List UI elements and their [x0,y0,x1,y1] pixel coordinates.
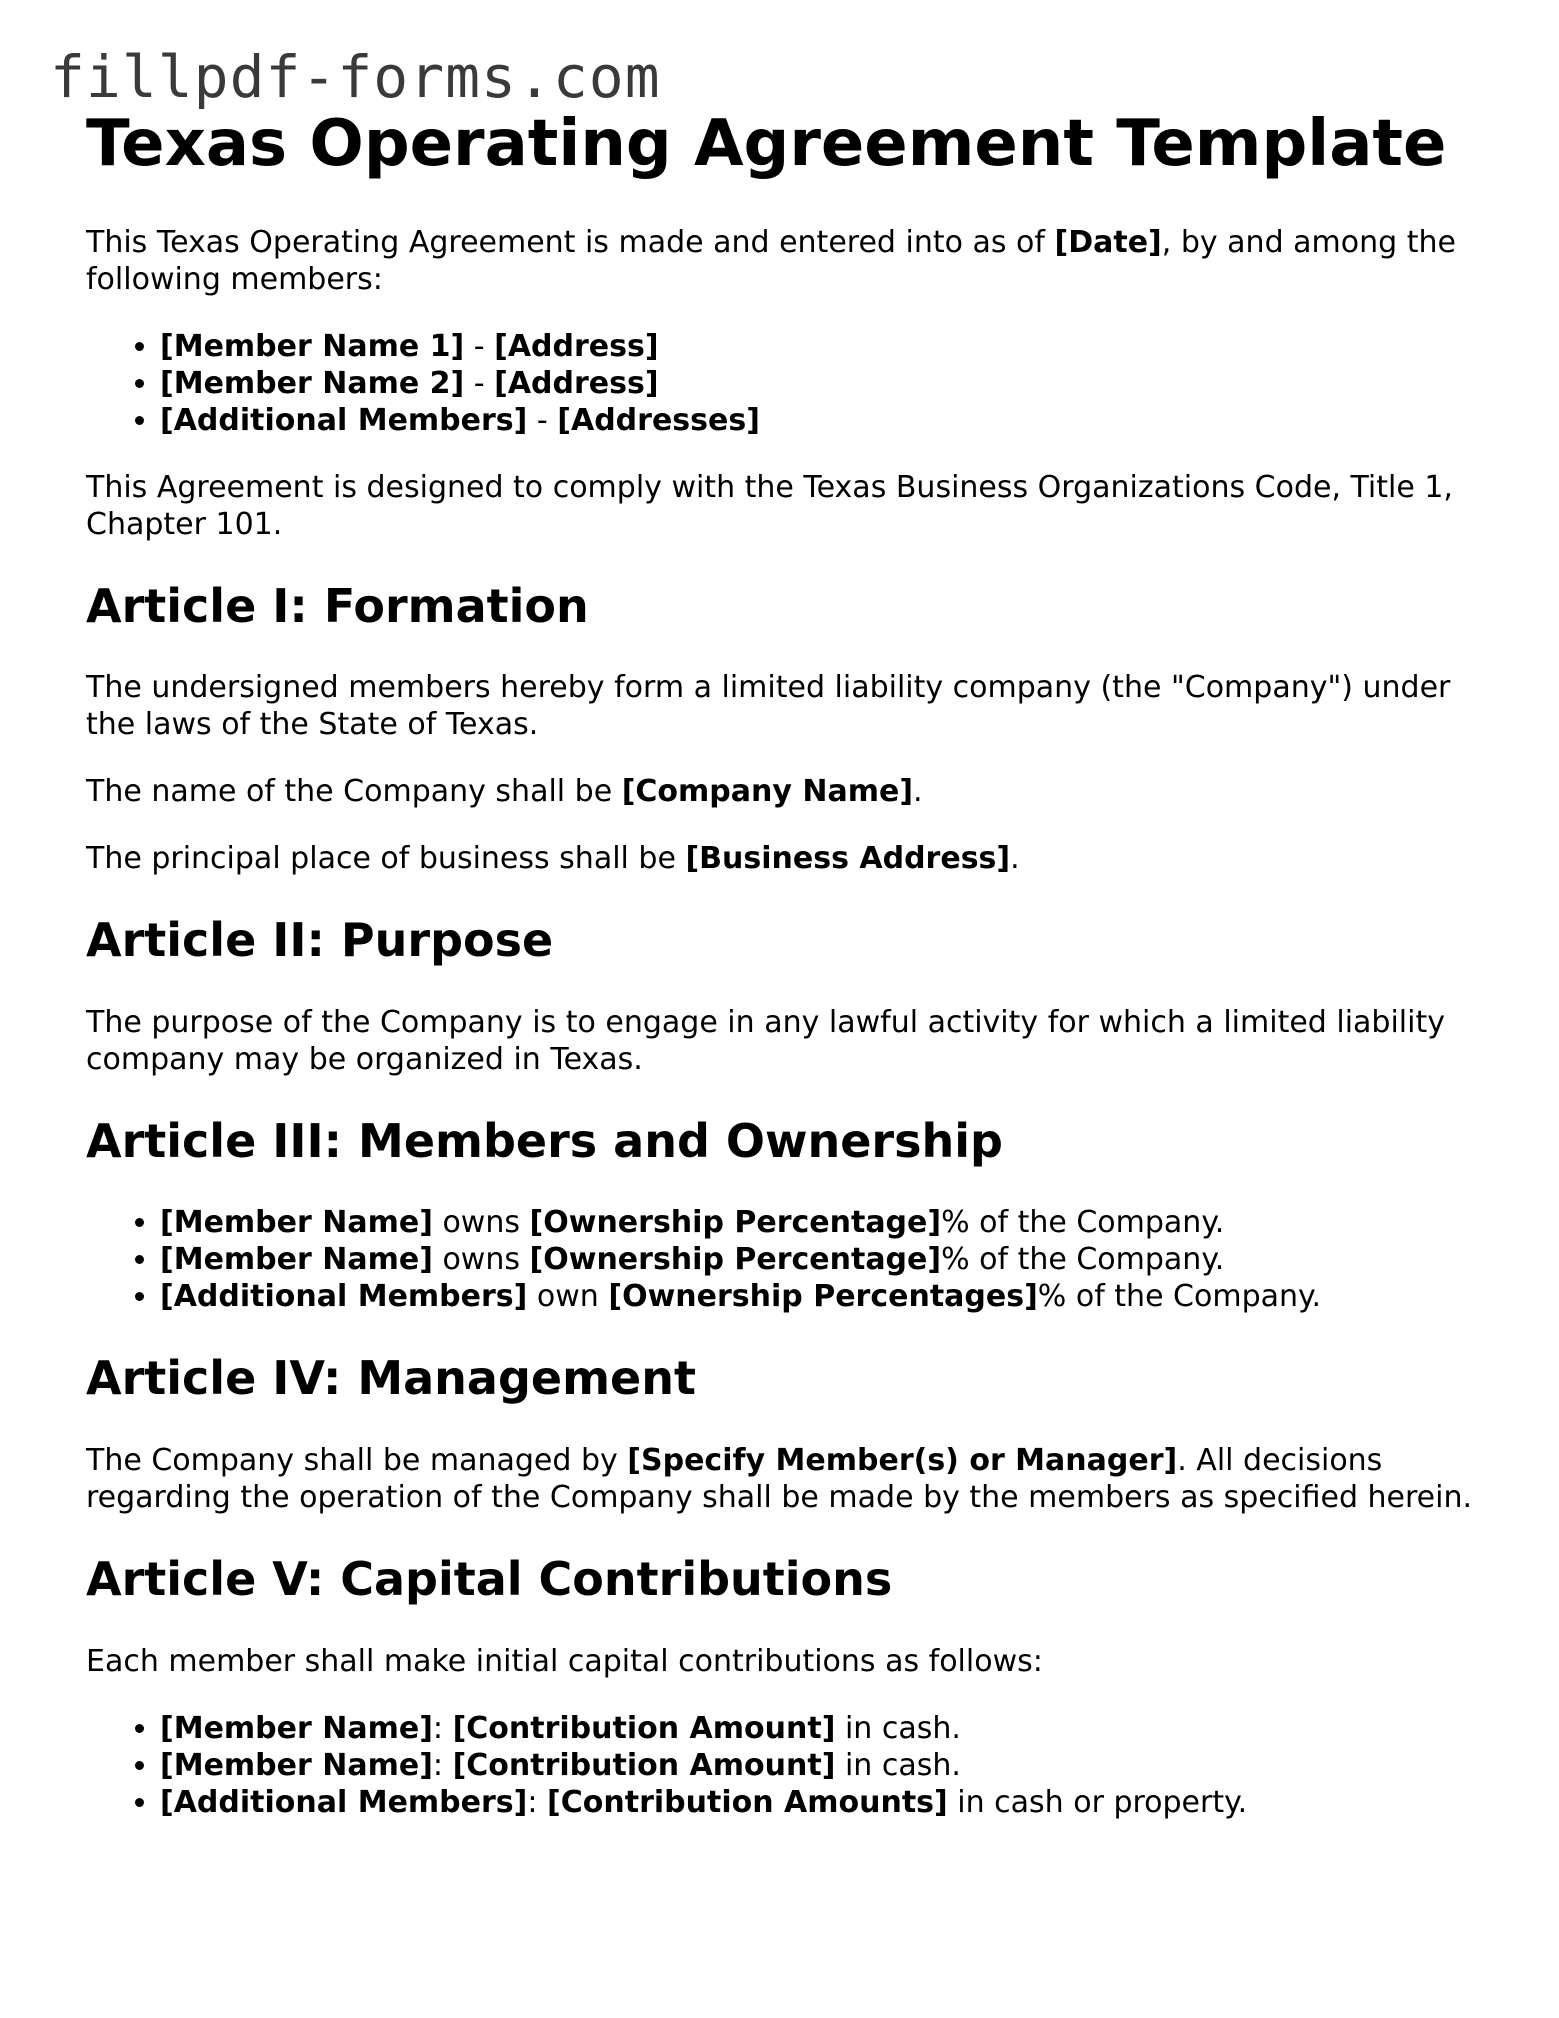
list-item: • [Member Name] owns [Ownership Percentage]% of the Company. [160,1241,1486,1278]
article-5-heading: Article V: Capital Contributions [86,1551,893,1606]
business-address-paragraph: The principal place of business shall be [Business Address]. [86,841,1020,877]
member-address: [Addresses] [557,402,760,438]
article-2-heading: Article II: Purpose [86,913,554,968]
business-address-placeholder: [Business Address] [685,841,1011,877]
ownership-placeholder: [Ownership Percentage] [529,1242,942,1278]
manager-placeholder: [Specify Member(s) or Manager] [627,1442,1178,1478]
member-name: [Additional Members] [160,1279,528,1315]
date-placeholder: [Date] [1054,224,1162,260]
member-name: [Additional Members] [160,1784,528,1820]
contribution-placeholder: [Contribution Amounts] [547,1784,948,1820]
list-item: • [Member Name]: [Contribution Amount] in cash. [160,1710,1486,1747]
member-name: [Member Name] [160,1747,433,1783]
member-name: [Member Name 2] [160,365,465,401]
article-4-heading: Article IV: Management [86,1351,696,1406]
ownership-placeholder: [Ownership Percentages] [608,1279,1038,1315]
management-paragraph: The Company shall be managed by [Specify Member(s) or Manager]. All decisions regarding the operation of the Company shall be made by the members as specified herein. [86,1442,1473,1515]
list-item: • [Member Name]: [Contribution Amount] in cash. [160,1747,1486,1784]
contributions-list [86,1710,1486,1821]
ownership-list [86,1204,1486,1315]
compliance-paragraph: This Agreement is designed to comply with the Texas Business Organizations Code, Title 1, Chapter 101. [86,469,1453,542]
document-body [86,108,1486,1851]
contribution-placeholder: [Contribution Amount] [452,1747,836,1783]
list-item: • [Additional Members]: [Contribution Amounts] in cash or property. [160,1784,1486,1821]
member-name: [Member Name 1] [160,328,465,364]
document-title: Texas Operating Agreement Template [86,107,1447,181]
member-name: [Member Name] [160,1242,433,1278]
watermark: fillpdf-forms.com [50,43,661,111]
intro-text: This Texas Operating Agreement is made and entered into as of [86,224,1055,260]
member-name: [Member Name] [160,1710,433,1746]
list-item: • [Additional Members] - [Addresses] [160,402,1486,439]
contribution-placeholder: [Contribution Amount] [452,1710,836,1746]
purpose-paragraph: The purpose of the Company is to engage in any lawful activity for which a limited liability company may be organized in Texas. [86,1004,1445,1077]
intro-text-end: , by and among the following members: [86,224,1456,297]
member-address: [Address] [494,328,659,364]
member-address: [Address] [494,365,659,401]
article-1-heading: Article I: Formation [86,578,589,633]
list-item: • [Member Name 1] - [Address] [160,328,1486,365]
article-3-heading: Article III: Members and Ownership [86,1113,1003,1168]
member-name: [Additional Members] [160,402,528,438]
company-name-paragraph: The name of the Company shall be [Company Name]. [86,774,923,810]
list-item: • [Member Name 2] - [Address] [160,365,1486,402]
list-item: • [Additional Members] own [Ownership Percentages]% of the Company. [160,1278,1486,1315]
company-name-placeholder: [Company Name] [621,774,914,810]
contributions-intro: Each member shall make initial capital contributions as follows: [86,1643,1043,1679]
intro-paragraph [86,224,1486,298]
ownership-placeholder: [Ownership Percentage] [529,1205,942,1241]
formation-paragraph: The undersigned members hereby form a limited liability company (the "Company") under the laws of the State of Texas. [86,670,1451,743]
member-name: [Member Name] [160,1205,433,1241]
members-list [86,328,1486,439]
list-item: • [Member Name] owns [Ownership Percentage]% of the Company. [160,1204,1486,1241]
